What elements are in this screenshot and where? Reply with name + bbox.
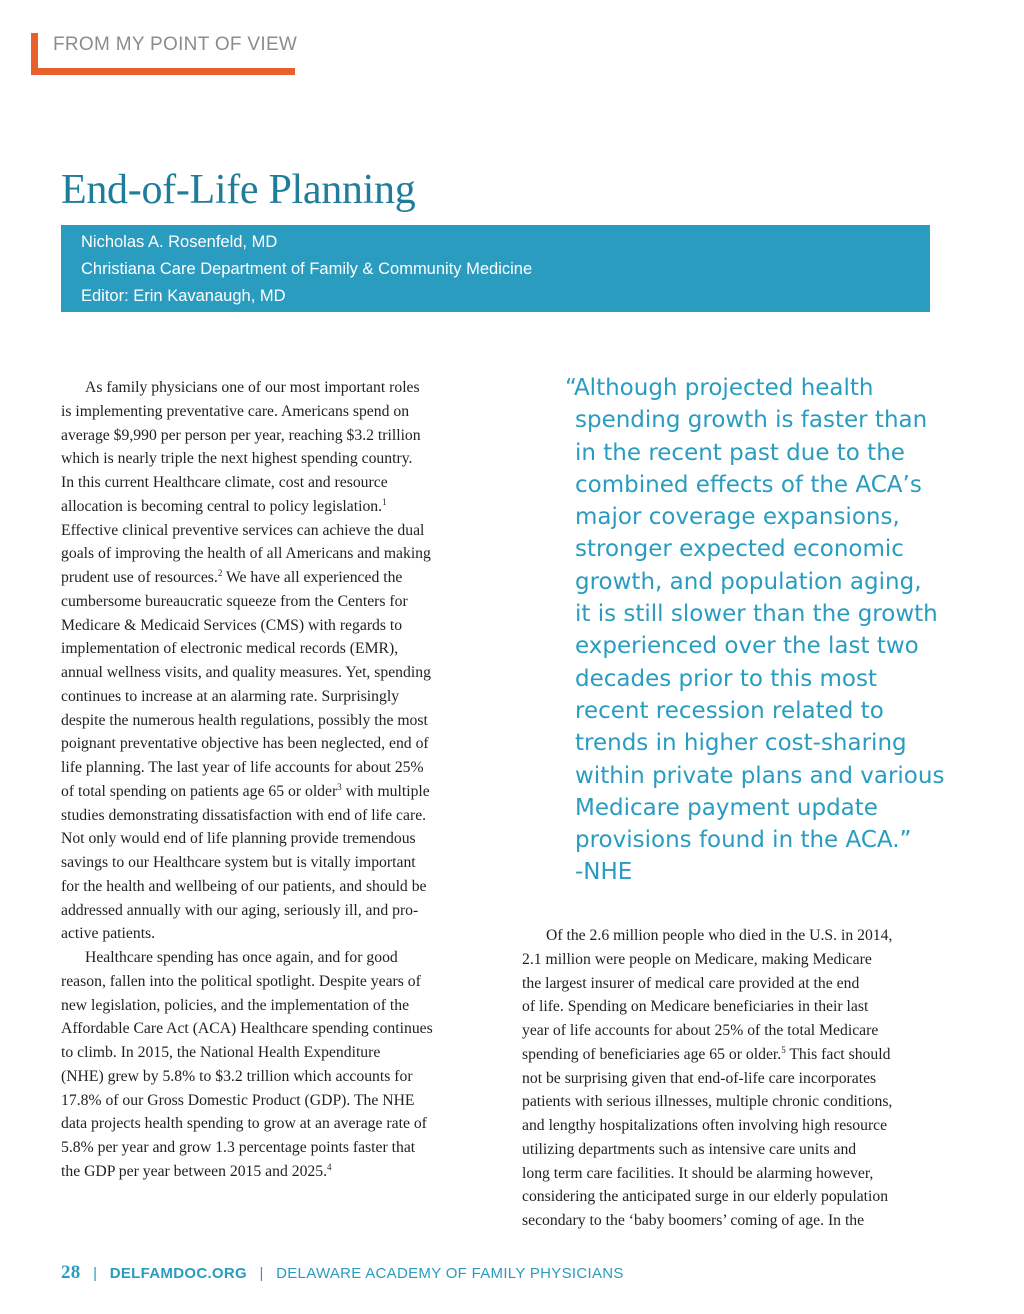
- editor-name: Editor: Erin Kavanaugh, MD: [81, 287, 286, 305]
- footnote-ref: 3: [337, 781, 342, 792]
- text-line: secondary to the ‘baby boomers’ coming of age. In the: [522, 1212, 865, 1229]
- text-line: average $9,990 per person per year, reaching $3.2 trillion: [61, 426, 421, 444]
- text-line: allocation is becoming central to policy legislation.$^1$: [61, 496, 387, 515]
- pull-quote-line: experienced over the last two: [575, 633, 919, 660]
- pull-quote-line: growth, and population aging,: [575, 568, 922, 595]
- text-line: 5.8% per year and grow 1.3 percentage points faster that: [61, 1139, 416, 1156]
- text-line: Healthcare spending has once again, and for good: [85, 949, 398, 966]
- text-line: goals of improving the health of all Americans and making: [61, 545, 431, 563]
- pull-quote-line: decades prior to this most: [575, 665, 877, 692]
- text-line: As family physicians one of our most important roles: [85, 379, 420, 396]
- footnote-ref: 1: [382, 496, 387, 507]
- text-line: continues to increase at an alarming rate. Surprisingly: [61, 687, 400, 705]
- text-line: of life. Spending on Medicare beneficiaries in their last: [522, 998, 869, 1016]
- text-line: Effective clinical preventive services can achieve the dual: [61, 521, 425, 539]
- article-title: End-of-Life Planning: [61, 167, 416, 213]
- pull-quote: [565, 372, 965, 889]
- pull-quote-line: trends in higher cost-sharing: [575, 730, 907, 757]
- author-affiliation: Christiana Care Department of Family & Community Medicine: [81, 260, 533, 278]
- left-column-text: [61, 376, 501, 1184]
- text-line: In this current Healthcare climate, cost and resource: [61, 474, 388, 491]
- text-line: reason, fallen into the political spotlight. Despite years of: [61, 972, 421, 990]
- text-line: poignant preventative objective has been neglected, end of: [61, 735, 429, 753]
- pull-quote-line: spending growth is faster than: [575, 407, 928, 434]
- text-line: savings to our Healthcare system but is vitally important: [61, 854, 416, 871]
- text-line: spending of beneficiaries age 65 or older.$^5$ This fact should: [522, 1044, 891, 1063]
- pull-quote-line: -NHE: [575, 859, 633, 886]
- text-line: implementation of electronic medical records (EMR),: [61, 640, 399, 658]
- text-line: Affordable Care Act (ACA) Healthcare spending continues: [61, 1020, 433, 1038]
- text-line: (NHE) grew by 5.8% to $3.2 trillion which accounts for: [61, 1067, 413, 1085]
- text-line: not be surprising given that end-of-life care incorporates: [522, 1069, 877, 1087]
- text-line: the GDP per year between 2015 and 2025.$^4$: [61, 1161, 332, 1180]
- byline-box: [61, 225, 930, 312]
- text-line: long term care facilities. It should be alarming however,: [522, 1164, 874, 1182]
- footnote-ref: 4: [327, 1161, 332, 1172]
- pull-quote-line: within private plans and various: [575, 762, 945, 789]
- text-line: Medicare & Medicaid Services (CMS) with regards to: [61, 616, 403, 634]
- pull-quote-line: it is still slower than the growth: [575, 601, 938, 628]
- text-line: which is nearly triple the next highest spending country.: [61, 450, 413, 468]
- text-line: addressed annually with our aging, seriously ill, and pro-: [61, 901, 419, 919]
- text-line: for the health and wellbeing of our patients, and should be: [61, 877, 427, 895]
- pull-quote-line: provisions found in the ACA.”: [575, 827, 912, 854]
- pull-quote-line: stronger expected economic: [575, 536, 904, 563]
- right-column-text: [522, 924, 962, 1233]
- text-line: patients with serious illnesses, multiple chronic conditions,: [522, 1093, 893, 1111]
- text-line: life planning. The last year of life accounts for about 25%: [61, 759, 424, 776]
- text-line: 17.8% of our Gross Domestic Product (GDP). The NHE: [61, 1091, 415, 1109]
- text-line: active patients.: [61, 925, 156, 943]
- text-line: Not only would end of life planning provide tremendous: [61, 830, 416, 848]
- text-line: is implementing preventative care. Americans spend on: [61, 402, 410, 420]
- page-number: 28: [61, 1262, 81, 1283]
- pull-quote-line: major coverage expansions,: [575, 504, 900, 531]
- footer-separator: |: [93, 1265, 98, 1282]
- footer-separator: |: [259, 1265, 264, 1282]
- text-line: of total spending on patients age 65 or older$^3$ with multiple: [61, 781, 430, 800]
- text-line: the largest insurer of medical care provided at the end: [522, 974, 860, 992]
- pull-quote-line: combined effects of the ACA’s: [575, 471, 922, 498]
- text-line: and lengthy hospitalizations often involving high resource: [522, 1117, 888, 1134]
- text-line: prudent use of resources.$^2$ We have all experienced the: [61, 568, 403, 586]
- section-accent-underline: [31, 68, 295, 75]
- footer-site-link[interactable]: DELFAMDOC.ORG: [109, 1265, 247, 1282]
- text-line: to climb. In 2015, the National Health Expenditure: [61, 1044, 381, 1061]
- text-line: despite the numerous health regulations, possibly the most: [61, 711, 428, 729]
- pull-quote-line: recent recession related to: [575, 697, 884, 724]
- page-footer: [61, 1262, 624, 1284]
- text-line: cumbersome bureaucratic squeeze from the Centers for: [61, 592, 408, 610]
- text-line: Of the 2.6 million people who died in the U.S. in 2014,: [546, 927, 893, 944]
- text-line: year of life accounts for about 25% of the total Medicare: [522, 1022, 879, 1039]
- footer-org-name: DELAWARE ACADEMY OF FAMILY PHYSICIANS: [276, 1265, 624, 1282]
- text-line: studies demonstrating dissatisfaction with end of life care.: [61, 806, 427, 824]
- text-line: 2.1 million were people on Medicare, making Medicare: [522, 950, 872, 968]
- footnote-ref: 2: [217, 568, 223, 578]
- section-label: FROM MY POINT OF VIEW: [53, 34, 298, 55]
- pull-quote-line: “Although projected health: [565, 375, 874, 401]
- author-name: Nicholas A. Rosenfeld, MD: [81, 233, 278, 251]
- footnote-ref: 5: [781, 1044, 786, 1055]
- text-line: considering the anticipated surge in our elderly population: [522, 1188, 889, 1206]
- text-line: annual wellness visits, and quality measures. Yet, spending: [61, 664, 431, 681]
- pull-quote-line: Medicare payment update: [575, 794, 878, 821]
- text-line: data projects health spending to grow at an average rate of: [61, 1115, 427, 1133]
- text-line: new legislation, policies, and the implementation of the: [61, 996, 410, 1014]
- pull-quote-line: in the recent past due to the: [575, 439, 905, 466]
- text-line: utilizing departments such as intensive care units and: [522, 1140, 857, 1158]
